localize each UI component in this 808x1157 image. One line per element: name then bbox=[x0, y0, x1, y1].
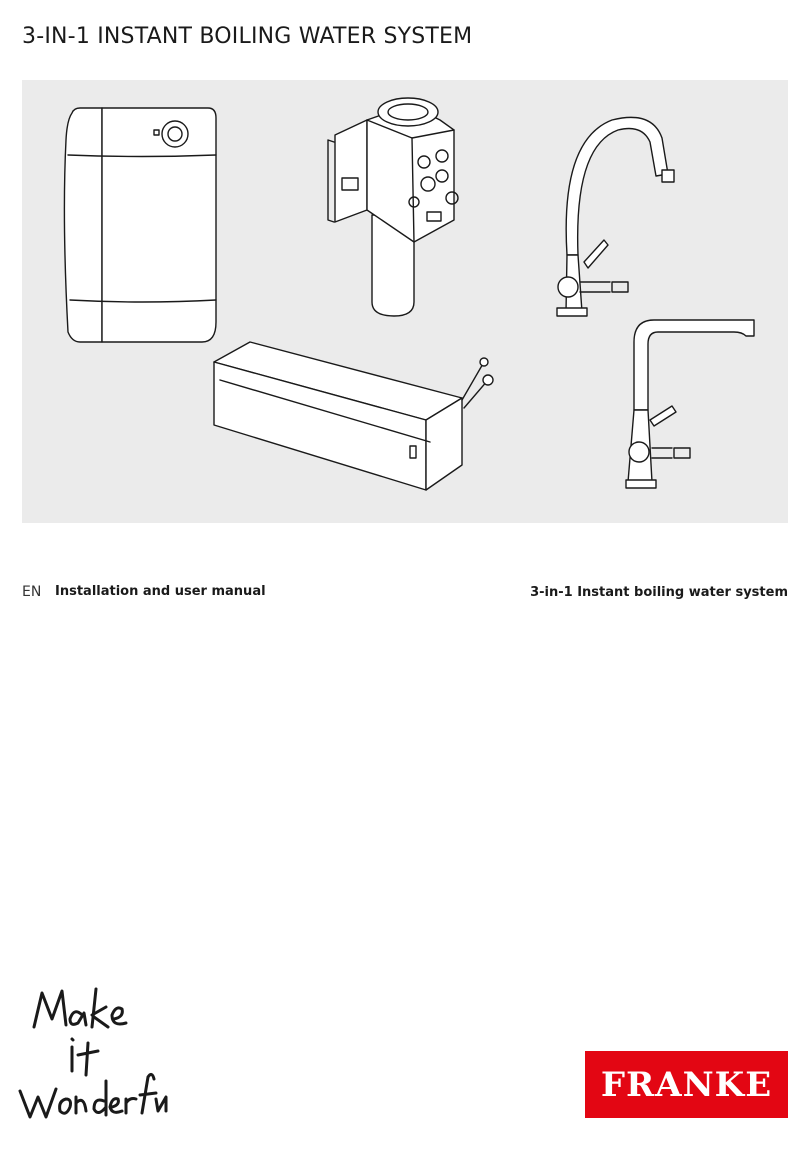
document-title: 3-IN-1 INSTANT BOILING WATER SYSTEM bbox=[22, 24, 473, 49]
slogan-signature bbox=[12, 985, 172, 1134]
chiller-unit-illustration bbox=[214, 342, 493, 490]
product-illustration bbox=[22, 80, 788, 523]
angular-tap-illustration bbox=[626, 320, 754, 488]
filter-unit-illustration bbox=[328, 98, 458, 316]
manual-type: Installation and user manual bbox=[55, 584, 266, 599]
logo-text: FRANKE bbox=[600, 1064, 773, 1105]
language-code: EN bbox=[22, 584, 42, 600]
gooseneck-tap-illustration bbox=[557, 117, 674, 316]
franke-logo bbox=[585, 1051, 788, 1118]
boiler-tank-illustration bbox=[64, 108, 216, 342]
product-name: 3-in-1 Instant boiling water system bbox=[530, 585, 788, 600]
